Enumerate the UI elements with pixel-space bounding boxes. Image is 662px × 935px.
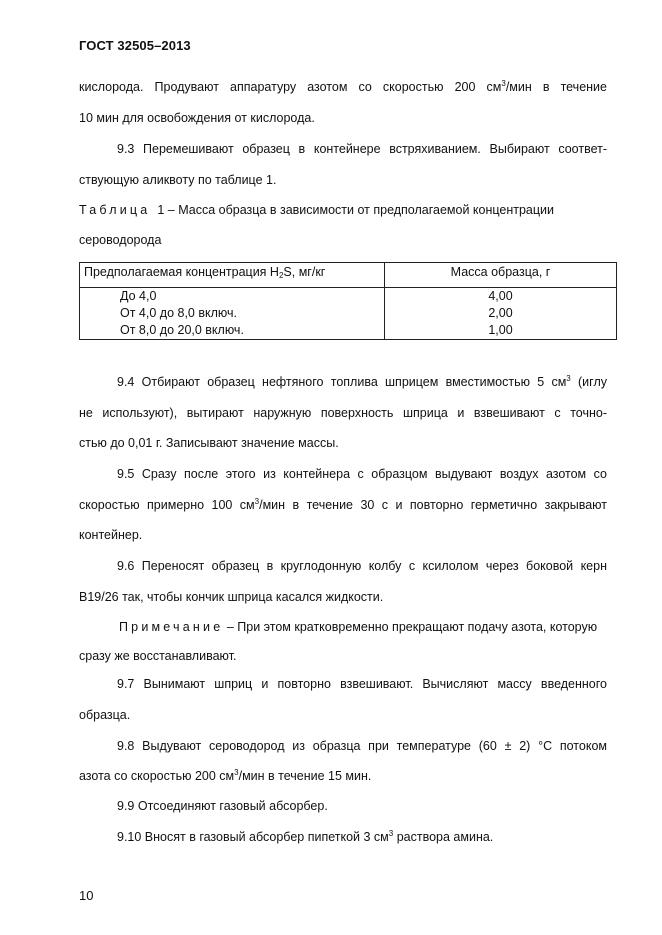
table-cell-range: До 4,0 xyxy=(80,288,385,306)
paragraph-9-5-line1: 9.5 Сразу после этого из контейнера с образцом выдувают воздух азотом со xyxy=(117,467,607,481)
paragraph-9-5-line2: скоростью примерно 100 $см^3$/мин в течение 30 с и повторно герметично закрывают xyxy=(79,497,607,512)
table-caption-continued: сероводорода xyxy=(79,233,162,247)
paragraph-9-7-line1: 9.7 Вынимают шприц и повторно взвешивают. Вычисляют массу введенного xyxy=(117,677,607,691)
table-cell-mass: 4,00 xyxy=(385,288,617,306)
paragraph-9-3-line2: ствующую аликвоту по таблице 1. xyxy=(79,173,277,187)
paragraph-9-8-line2: азота со скоростью 200 $см^3$/мин в течение 15 мин. xyxy=(79,768,372,783)
table-header-concentration: Предполагаемая концентрация $H_2S$, мг/кг xyxy=(80,263,385,288)
table-header-row xyxy=(80,263,617,288)
paragraph-9-7-line2: образца. xyxy=(79,708,131,722)
paragraph-9-4-line3: стью до 0,01 г. Записывают значение массы. xyxy=(79,436,339,450)
paragraph-9-2-line1: кислорода. Продувают аппаратуру азотом со скоростью 200 $см^3$/мин в течение xyxy=(79,79,607,94)
note-continued: сразу же восстанавливают. xyxy=(79,649,237,663)
paragraph-9-9: 9.9 Отсоединяют газовый абсорбер. xyxy=(117,799,328,813)
paragraph-9-6-line1: 9.6 Переносят образец в круглодонную колбу с ксилолом через боковой керн xyxy=(117,559,607,573)
sample-mass-table xyxy=(79,262,617,340)
paragraph-9-4-line1: 9.4 Отбирают образец нефтяного топлива шприцем вместимостью 5 $см^3$ (иглу xyxy=(117,374,607,389)
paragraph-9-8-line1: 9.8 Выдувают сероводород из образца при температуре (60 ± 2) °С потоком xyxy=(117,739,607,753)
table-cell-mass: 2,00 xyxy=(385,305,617,322)
note-label: Примечание xyxy=(119,620,224,634)
paragraph-9-6-line2: В19/26 так, чтобы кончик шприца касался жидкости. xyxy=(79,590,384,604)
page-number: 10 xyxy=(79,888,94,903)
table-row xyxy=(80,322,617,340)
paragraph-9-10: 9.10 Вносят в газовый абсорбер пипеткой 3 $см^3$ раствора амина. xyxy=(117,829,494,844)
paragraph-9-3-line1: 9.3 Перемешивают образец в контейнере встряхиванием. Выбирают соответ- xyxy=(117,142,607,156)
note: Примечание – При этом кратковременно прекращают подачу азота, которую xyxy=(119,620,598,634)
table-row xyxy=(80,305,617,322)
paragraph-9-2-line2: 10 мин для освобождения от кислорода. xyxy=(79,111,315,125)
table-caption: Таблица 1 – Масса образца в зависимости от предполагаемой концентрации xyxy=(79,203,555,217)
table-cell-range: От 4,0 до 8,0 включ. xyxy=(80,305,385,322)
paragraph-9-4-line2: не используют), вытирают наружную поверхность шприца и взвешивают с точно- xyxy=(79,406,607,420)
table-cell-range: От 8,0 до 20,0 включ. xyxy=(80,322,385,340)
table-caption-label: Таблица xyxy=(79,203,151,217)
table-header-mass: Масса образца, г xyxy=(385,263,617,288)
paragraph-9-5-line3: контейнер. xyxy=(79,528,143,542)
document-header: ГОСТ 32505–2013 xyxy=(79,38,191,53)
table-cell-mass: 1,00 xyxy=(385,322,617,340)
table-row xyxy=(80,288,617,306)
